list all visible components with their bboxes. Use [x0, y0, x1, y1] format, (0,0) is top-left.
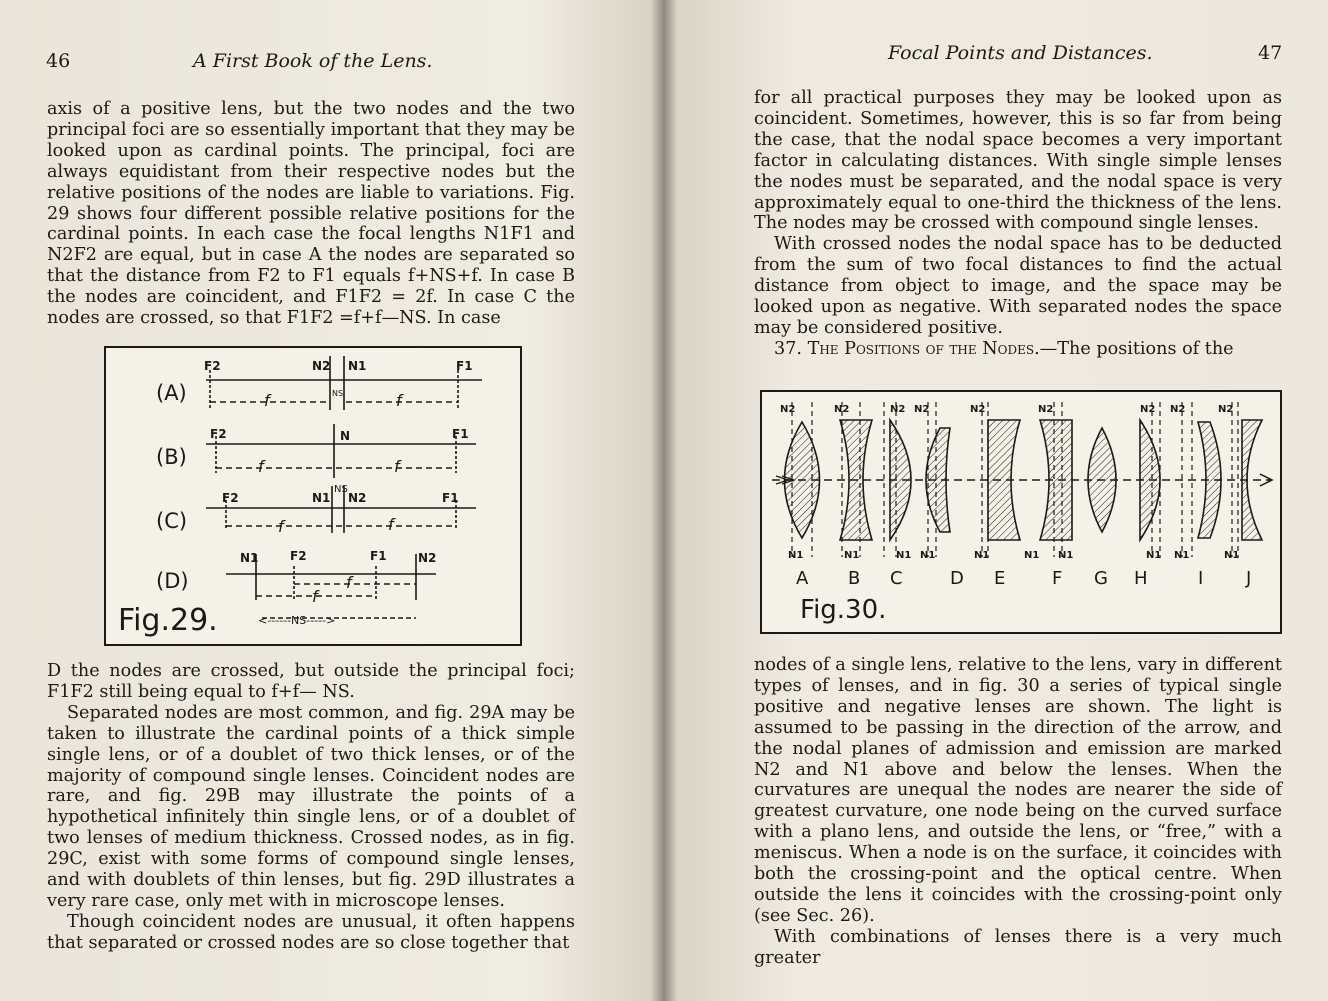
label-f: f [264, 391, 270, 410]
label-ns: NS [332, 389, 344, 398]
node-label-n2: N2 [834, 404, 850, 415]
lens-d [926, 428, 950, 532]
label-f2: F2 [290, 549, 307, 563]
node-label-n2: N2 [914, 404, 930, 415]
label-f1: F1 [442, 491, 459, 505]
node-label-n2: N2 [1038, 404, 1054, 415]
lens-h [1140, 420, 1160, 540]
paragraph: D the nodes are crossed, but outside the principal foci; F1F2 still being equal to f+f— NS. [47, 661, 575, 702]
node-label-n1: N1 [788, 550, 804, 561]
lens-g [1088, 428, 1116, 532]
lens-letter-c: C [890, 568, 903, 589]
label-ns: NS [334, 484, 348, 495]
label-f2: F2 [204, 359, 221, 373]
figure-29 [104, 346, 522, 646]
body-text-bottom [47, 661, 575, 954]
body-text-bottom [754, 655, 1282, 969]
lens-letter-g: G [1094, 568, 1108, 589]
lens-f [1040, 420, 1072, 540]
node-label-n1: N1 [974, 550, 990, 561]
label-f: f [396, 391, 402, 410]
node-label-n1: N1 [1174, 550, 1190, 561]
lens-c [890, 420, 911, 540]
case-a: (A) [156, 381, 187, 405]
body-text-top [754, 88, 1282, 360]
ns-arrow: <------NS-----> [258, 614, 336, 627]
label-f: f [258, 457, 264, 476]
page-number: 47 [1258, 42, 1283, 64]
page-number: 46 [46, 50, 71, 72]
figure-29-diagram [106, 348, 520, 644]
label-f2: F2 [222, 491, 239, 505]
label-f1: F1 [370, 549, 387, 563]
node-label-n1: N1 [896, 550, 912, 561]
label-f1: F1 [452, 427, 469, 441]
running-title: A First Book of the Lens. [193, 50, 433, 72]
label-f1: F1 [456, 359, 473, 373]
node-label-n1: N1 [844, 550, 860, 561]
lens-letter-e: E [994, 568, 1006, 589]
section-number: 37. [774, 338, 802, 359]
node-label-n1: N1 [1058, 550, 1074, 561]
label-f: f [346, 573, 352, 592]
figure-30-diagram [762, 392, 1280, 632]
node-label-n2: N2 [780, 404, 796, 415]
right-page [664, 0, 1328, 1001]
label-n1: N1 [312, 491, 331, 505]
paragraph: Though coincident nodes are unusual, it often happens that separated or crossed nodes are so close together that [47, 911, 575, 953]
paragraph: nodes of a single lens, relative to the lens, vary in different types of lenses, and in fig. 30 a series of typical single positive and negative lenses are shown. The light is assumed to be passing in the direction of the arrow, and the nodal planes of admission and emission are marked N2 and N1 above and below the lenses. When the curvatures are unequal the nodes are nearer the side of greatest curvature, one node being on the curved surface with a plano lens, and outside the lens, or “free,” with a meniscus. When a node is on the surface, it coincides with both the crossing-point and the optical centre. When outside the lens it coincides with the crossing-point only (see Sec. 26). [754, 655, 1282, 926]
paragraph: axis of a positive lens, but the two nodes and the two principal foci are so essentially important that they may be looked upon as cardinal points. The principal, foci are always equidistant from their respective nodes but the relative positions of the nodes are liable to variations. Fig. 29 shows four different possible relative positions for the cardinal points. In each case the focal lengths N1F1 and N2F2 are equal, but in case A the nodes are separated so that the distance from F2 to F1 equals f+NS+f. In case B the nodes are coincident, and F1F2 = 2f. In case C the nodes are crossed, so that F1F2 =f+f—NS. In case [47, 99, 575, 329]
lens-letter-d: D [950, 568, 964, 589]
paragraph: With crossed nodes the nodal space has to be deducted from the sum of two focal distances to find the actual distance from object to image, and the space may be looked upon as negative. With separated nodes the space may be considered positive. [754, 234, 1282, 338]
lens-letter-b: B [848, 568, 861, 589]
figure-caption: Fig.29. [118, 603, 218, 638]
case-d: (D) [156, 569, 189, 593]
section-heading-line [754, 339, 1282, 360]
section-heading: The Positions of the Nodes. [807, 338, 1040, 359]
lens-e [988, 420, 1020, 540]
paragraph: With combinations of lenses there is a very much greater [754, 926, 1282, 968]
node-label-n2: N2 [890, 404, 906, 415]
lens-letter-j: J [1246, 568, 1252, 589]
figure-caption: Fig.30. [800, 595, 887, 625]
case-c: (C) [156, 509, 188, 533]
label-n2: N2 [348, 491, 367, 505]
label-n: N [340, 429, 351, 443]
label-n2: N2 [312, 359, 331, 373]
lens-letter-i: I [1198, 568, 1204, 589]
node-label-n2: N2 [1140, 404, 1156, 415]
paragraph: Separated nodes are most common, and fig. 29A may be taken to illustrate the cardinal points of a thick simple single lens, or of a doublet of two thick lenses, or of the majority of compound single lenses. Coincident nodes are rare, and fig. 29B may illustrate the points of a hypothetical infinitely thin single lens, or of a doublet of two lenses of medium thickness. Crossed nodes, as in fig. 29C, exist with some forms of compound single lenses, and with doublets of thin lenses, but fig. 29D illustrates a very rare case, only met with in microscope lenses. [47, 702, 575, 911]
node-label-n2: N2 [1170, 404, 1186, 415]
paragraph: for all practical purposes they may be looked upon as coincident. Sometimes, however, this is so far from being the case, that the nodal space becomes a very important factor in calculating distances. With single simple lenses the nodes must be separated, and the nodal space is very approximately equal to one-third the thickness of the lens. The nodes may be crossed with compound single lenses. [754, 88, 1282, 234]
lens-letter-a: A [796, 568, 809, 589]
label-f: f [388, 515, 394, 534]
label-f2: F2 [210, 427, 227, 441]
node-label-n1: N1 [1146, 550, 1162, 561]
section-heading-rest: —The positions of the [1039, 338, 1234, 359]
label-n1: N1 [348, 359, 367, 373]
running-title: Focal Points and Distances. [888, 42, 1153, 64]
node-label-n1: N1 [920, 550, 936, 561]
node-label-n1: N1 [1224, 550, 1240, 561]
case-b: (B) [156, 445, 187, 469]
lens-a [785, 422, 820, 538]
node-label-n1: N1 [1024, 550, 1040, 561]
lens-letter-h: H [1134, 568, 1148, 589]
label-f: f [278, 517, 284, 536]
body-text-top [47, 99, 575, 329]
label-n2: N2 [418, 551, 437, 565]
lens-letter-f: F [1052, 568, 1063, 589]
figure-30 [760, 390, 1282, 634]
label-f: f [312, 587, 318, 606]
label-n1: N1 [240, 551, 259, 565]
label-f: f [394, 457, 400, 476]
node-label-n2: N2 [1218, 404, 1234, 415]
node-label-n2: N2 [970, 404, 986, 415]
